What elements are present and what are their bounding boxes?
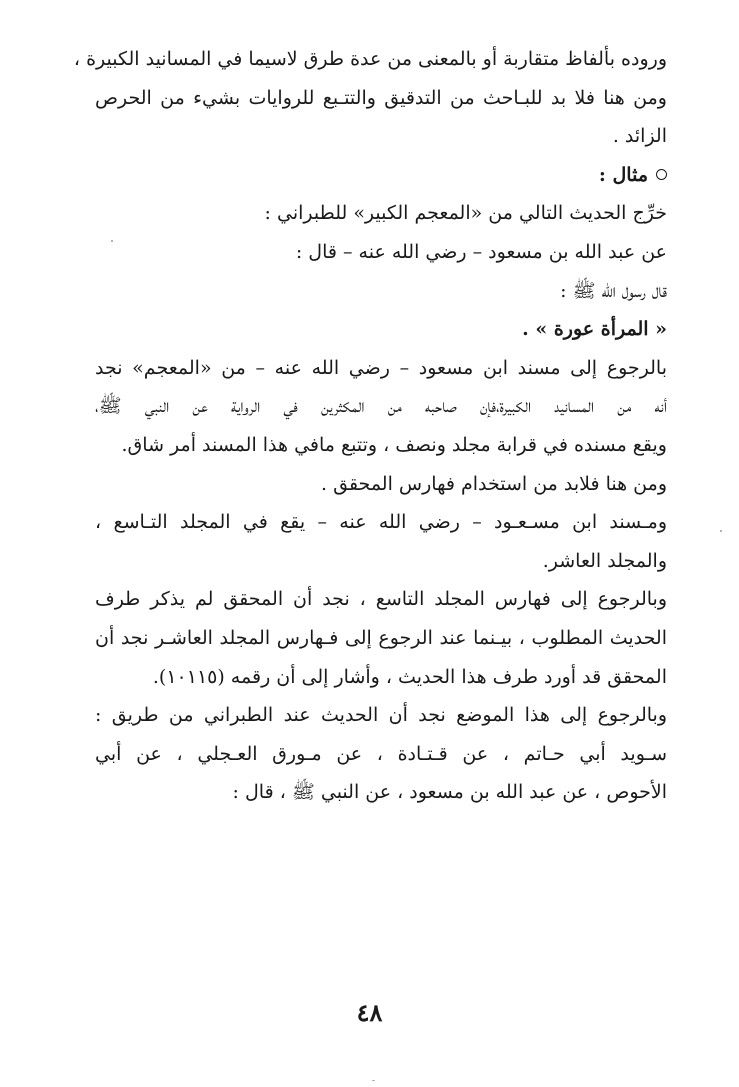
text-line-6: عن عبد الله بن مسعود – رضي الله عنه – قال : xyxy=(295,240,667,263)
text-line-12: ومن هنا فلابد من استخدام فهارس المحقق . xyxy=(321,472,667,495)
page-number: ٤٨ xyxy=(356,998,383,1027)
text-line-20: الأحوص ، عن عبد الله بن مسعود ، عن النبي ﷺ ، قال : xyxy=(232,781,667,804)
text-line-18: وبالرجوع إلى هذا الموضع نجد أن الحديث عند الطبراني من طريق : xyxy=(95,704,667,727)
text-line-13: ومـسند ابن مسـعـود – رضي الله عنه – يقع في المجلد التـاسع ، xyxy=(95,511,667,534)
text-line-14: والمجلد العاشر. xyxy=(542,549,667,572)
text-line-16: الحديث المطلوب ، بيـنما عند الرجوع إلى فـهارس المجلد العاشـر نجد أن xyxy=(95,626,667,649)
text-line-3: الزائد . xyxy=(612,125,667,148)
text-line-7: قال رسول الله ﷺ : xyxy=(560,279,667,302)
example-heading xyxy=(95,156,667,195)
hadith-text: « المرأة عورة » . xyxy=(522,318,667,341)
scan-speck xyxy=(372,1080,375,1081)
text-line-1: وروده بألفاظ متقاربة أو بالمعنى من عدة طرق لاسيما في المسانيد الكبيرة ، xyxy=(73,48,667,70)
text-line-2: ومن هنا فلا بد للبـاحث من التدقيق والتتـبع للروايات بشيء من الحرص xyxy=(95,86,667,109)
text-line-15: وبالرجوع إلى فهارس المجلد التاسع ، نجد أن المحقق لم يذكر طرف xyxy=(95,588,667,611)
body-text xyxy=(73,40,667,812)
scan-speck xyxy=(720,530,722,532)
text-line-17: المحقق قد أورد طرف هذا الحديث ، وأشار إلى أن رقمه (١٠١١٥). xyxy=(152,665,667,688)
scan-speck xyxy=(111,240,113,242)
circle-bullet-icon xyxy=(656,169,667,180)
text-line-10: أنه من المسانيد الكبيرة،فإن صاحبه من المكثرين في الرواية عن النبي ﷺ، xyxy=(95,395,667,418)
text-line-19: سـويد أبي حـاتم ، عن قـتـادة ، عن مـورق العـجلي ، عن أبي xyxy=(95,742,667,765)
text-line-9: بالرجوع إلى مسند ابن مسعود – رضي الله عنه – من «المعجم» نجد xyxy=(95,356,667,379)
text-line-5: خرِّج الحديث التالي من «المعجم الكبير» للطبراني : xyxy=(264,202,667,225)
example-heading-label: مثال : xyxy=(598,163,648,186)
text-line-11: ويقع مسنده في قرابة مجلد ونصف ، وتتبع مافي هذا المسند أمر شاق. xyxy=(121,433,667,456)
